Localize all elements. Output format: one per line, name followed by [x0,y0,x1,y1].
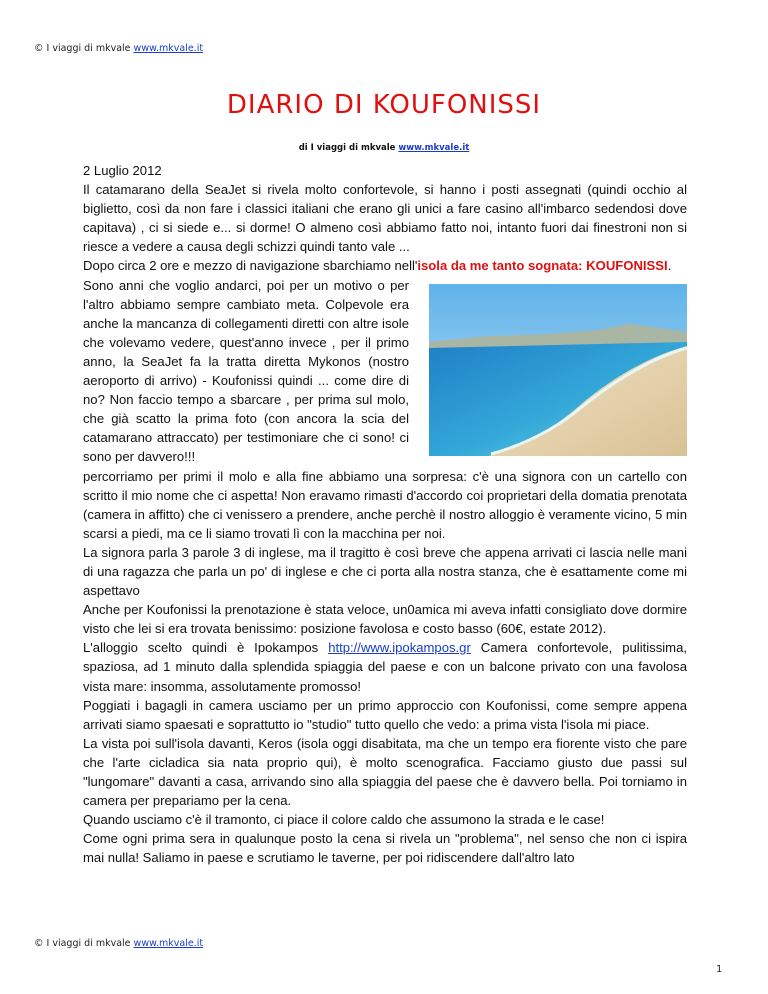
page-header [34,43,203,54]
byline [0,143,768,153]
ipokampos-link[interactable]: http://www.ipokampos.gr [328,640,471,656]
document-title: DIARIO DI KOUFONISSI [226,90,542,120]
paragraph-11: Come ogni prima sera in qualunque posto la cena si rivela un "problema", nel senso che non ci ispira mai nulla! Saliamo in paese e scrutiamo le taverne, per poi ridiscendere dall'altro lato [83,831,687,866]
paragraph-5: La signora parla 3 parole 3 di inglese, ma il tragitto è così breve che appena arrivati ci lascia nelle mani di una ragazza che parla un po' di inglese e che ci porta alla nostra stanza, che è esattamente come mi aspettavo [83,544,687,599]
paragraph-4: percorriamo per primi il molo e alla fine abbiamo una sorpresa: c'è una signora con un cartello con scritto il mio nome che ci aspetta! Non eravamo rimasti d'accordo coi proprietari della domatia prenotata (camera in affitto) che ci venissero a prendere, anche perchè il nostro alloggio è veramente vicino, 5 min scarsi a piedi, ma ce li siamo trovati lì con la macchina per noi. [83,468,687,541]
byline-link[interactable]: www.mkvale.it [398,143,470,153]
paragraph-2-text: Dopo circa 2 ore e mezzo di navigazione sbarchiamo nell' [83,258,418,274]
beach-photo-drawing [429,284,687,456]
footer-text: © I viaggi di mkvale [34,938,134,949]
beach-photo [429,284,687,456]
date-line: 2 Luglio 2012 [83,163,162,178]
article-body [83,161,687,867]
page-footer [34,938,203,949]
paragraph-7-end: Camera confortevole, pulitissima, spaziosa, ad 1 minuto dalla splendida spiaggia del paese e con un balcone privato con una favolosa vista mare: insomma, assolutamente promosso! [83,640,687,694]
byline-text: di I viaggi di mkvale [298,143,399,153]
highlight-koufonissi: isola da me tanto sognata: KOUFONISSI [417,258,668,274]
paragraph-3: Sono anni che voglio andarci, poi per un motivo o per l'altro abbiamo sempre cambiato meta. Colpevole era anche la mancanza di collegamenti diretti con altre isole che volevamo vedere, quest'anno invece , per il primo anno, la SeaJet fa la tratta diretta Mykonos (nostro aeroporto di arrivo) - Koufonissi quindi ... come dire di no? Non faccio tempo a sbarcare , per prima sul molo, che già scatto la prima foto (con ancora la scia del catamarano attraccato) per testimoniare che ci sono! ci sono per davvero!!! [83,277,409,465]
footer-link[interactable]: www.mkvale.it [133,938,204,949]
paragraph-10: Quando usciamo c'è il tramonto, ci piace il colore caldo che assumono la strada e le case! [83,812,605,828]
paragraph-7 [83,638,687,695]
paragraph-1: Il catamarano della SeaJet si rivela molto confortevole, si hanno i posti assegnati (quindi occhio al biglietto, così da non fare i classici italiani che erano gli unici a fare casino all'imbarco sedendosi dove capitava) , ci si siede e... si dorme! O almeno così abbiamo fatto noi, intanto fuori dai finestroni non si riesce a vedere a causa degli schizzi quindi tanto vale ... [83,182,687,255]
paragraph-2-end: . [667,258,672,274]
paragraph-8: Poggiati i bagagli in camera usciamo per un primo approccio con Koufonissi, come sempre appena arrivati siamo spaesati e soprattutto io "studio" tutto quello che vedo: a prima vista l'isola mi piace. [83,697,687,732]
paragraph-2 [83,256,687,275]
page-number: 1 [716,964,723,975]
paragraph-6: Anche per Koufonissi la prenotazione è stata veloce, un0amica mi aveva infatti consigliato dove dormire visto che lei si era trovata benissimo: posizione favolosa e costo basso (60€, estate 2012). [83,602,687,637]
header-link[interactable]: www.mkvale.it [133,43,204,54]
header-text: © I viaggi di mkvale [34,43,134,54]
paragraph-9: La vista poi sull'isola davanti, Keros (isola oggi disabitata, ma che un tempo era fiorente visto che pare che l'arte cicladica sia nata proprio qui), è molto scenografica. Facciamo giusto due passi sul "lungomare" davanti a casa, arrivando sino alla spiaggia del paese che è davvero bella. Poi torniamo in camera per prepariamo per la cena. [83,735,687,809]
paragraph-7-text: L'alloggio scelto quindi è Ipokampos [83,640,329,656]
